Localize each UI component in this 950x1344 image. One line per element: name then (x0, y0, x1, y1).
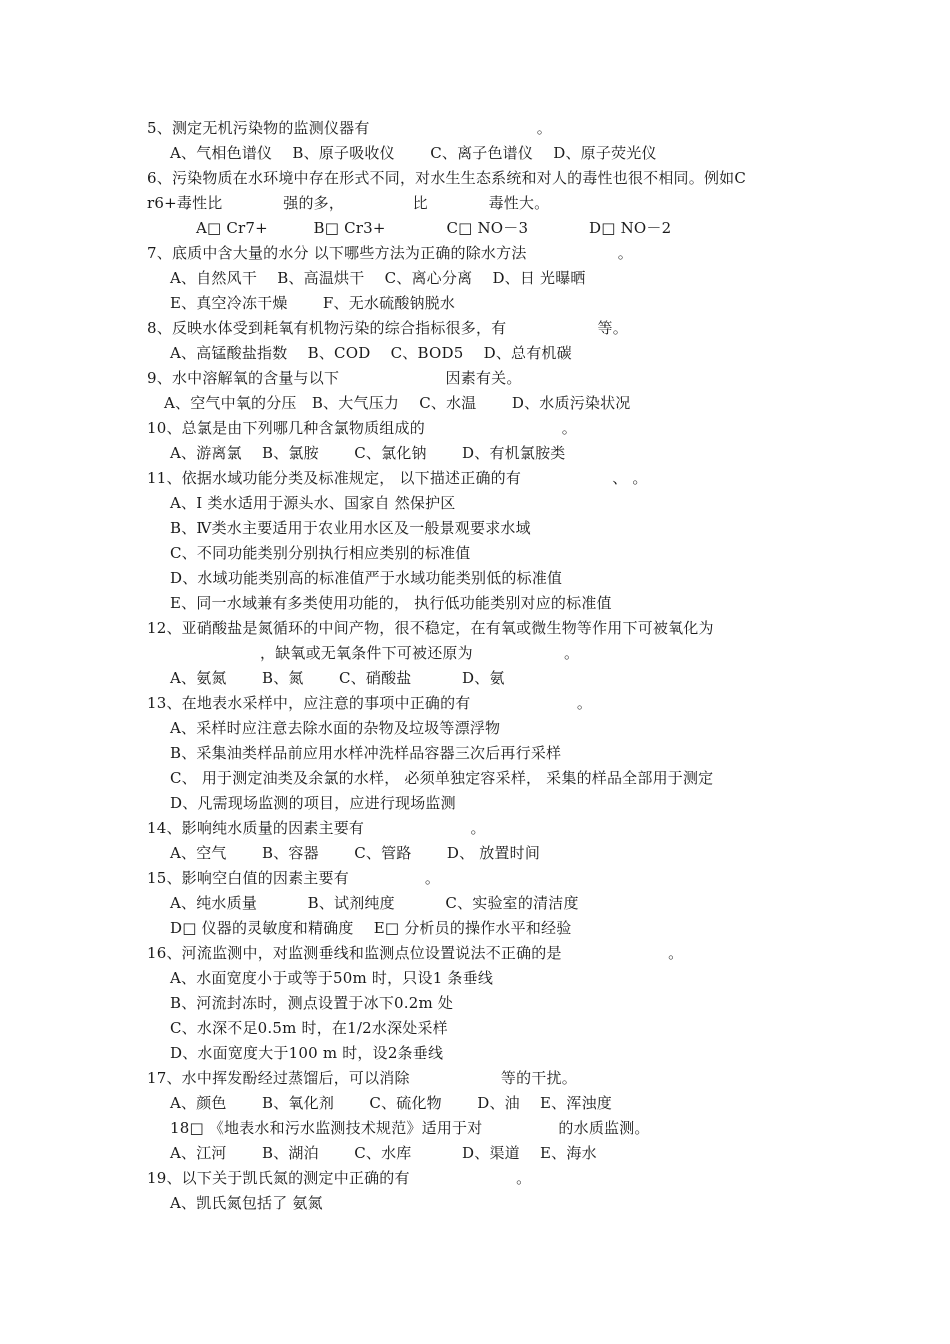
question-6-stem-cont: r6+毒性比 强的多， 比 毒性大。 (147, 194, 550, 212)
question-18-options: A、江河 B、湖泊 C、水库 D、渠道 E、海水 (170, 1144, 597, 1162)
question-16-option-d: D、水面宽度大于100 m 时，设2条垂线 (170, 1044, 444, 1062)
question-11-stem: 11、依据水域功能分类及标准规定， 以下描述正确的有 、 。 (147, 469, 648, 487)
question-19-option-a: A、凯氏氮包括了 氨氮 (170, 1194, 323, 1212)
question-8-stem: 8、反映水体受到耗氧有机物污染的综合指标很多，有 等。 (147, 319, 628, 337)
question-11-option-b: B、Ⅳ类水主要适用于农业用水区及一般景观要求水域 (170, 519, 531, 537)
question-7-options-1: A、自然风干 B、高温烘干 C、离心分离 D、日 光曝晒 (170, 269, 586, 287)
question-9-options: A、空气中氧的分压 B、大气压力 C、水温 D、水质污染状况 (164, 394, 631, 412)
question-19-stem: 19、以下关于凯氏氮的测定中正确的有 。 (147, 1169, 532, 1187)
question-15-stem: 15、影响空白值的因素主要有 。 (147, 869, 441, 887)
question-8-options: A、高锰酸盐指数 B、COD C、BOD5 D、总有机碳 (170, 344, 572, 362)
question-12-stem-cont: ，缺氧或无氧条件下可被还原为 。 (260, 644, 580, 662)
question-11-option-a: A、Ⅰ 类水适用于源头水、国家自 然保护区 (170, 494, 456, 512)
question-10-stem: 10、总氯是由下列哪几种含氯物质组成的 。 (147, 419, 577, 437)
question-13-option-b: B、采集油类样品前应用水样冲洗样品容器三次后再行采样 (170, 744, 562, 762)
question-5-options: A、气相色谱仪 B、原子吸收仪 C、离子色谱仪 D、原子荧光仪 (170, 144, 657, 162)
question-7-stem: 7、底质中含大量的水分 以下哪些方法为正确的除水方法 。 (147, 244, 633, 262)
question-17-options: A、颜色 B、氧化剂 C、硫化物 D、油 E、浑浊度 (170, 1094, 612, 1112)
question-14-stem: 14、影响纯水质量的因素主要有 。 (147, 819, 486, 837)
question-9-stem: 9、水中溶解氧的含量与以下 因素有关。 (147, 369, 522, 387)
question-17-stem: 17、水中挥发酚经过蒸馏后，可以消除 等的干扰。 (147, 1069, 577, 1087)
question-16-option-a: A、水面宽度小于或等于50m 时，只设1 条垂线 (170, 969, 494, 987)
question-13-option-c: C、 用于测定油类及余氯的水样， 必须单独定容采样， 采集的样品全部用于测定 (170, 769, 714, 787)
question-14-options: A、空气 B、容器 C、管路 D、 放置时间 (170, 844, 541, 862)
question-10-options: A、游离氯 B、氯胺 C、氯化钠 D、有机氯胺类 (170, 444, 566, 462)
question-16-option-b: B、河流封冻时，测点设置于冰下0.2m 处 (170, 994, 454, 1012)
question-7-options-2: E、真空冷冻干燥 F、无水硫酸钠脱水 (170, 294, 456, 312)
question-16-option-c: C、水深不足0.5m 时，在1/2水深处采样 (170, 1019, 448, 1037)
question-18-stem: 18□ 《地表水和污水监测技术规范》适用于对 的水质监测。 (170, 1119, 650, 1137)
question-11-option-d: D、水域功能类别高的标准值严于水域功能类别低的标准值 (170, 569, 563, 587)
question-16-stem: 16、河流监测中，对监测垂线和监测点位设置说法不正确的是 。 (147, 944, 684, 962)
question-12-stem: 12、亚硝酸盐是氮循环的中间产物，很不稳定，在有氧或微生物等作用下可被氧化为 (147, 619, 714, 637)
question-15-options-1: A、纯水质量 B、试剂纯度 C、实验室的清洁度 (170, 894, 579, 912)
question-13-option-d: D、凡需现场监测的项目，应进行现场监测 (170, 794, 456, 812)
question-13-stem: 13、在地表水采样中，应注意的事项中正确的有 。 (147, 694, 593, 712)
question-12-options: A、氨氮 B、氮 C、硝酸盐 D、氨 (170, 669, 505, 687)
question-6-stem: 6、污染物质在水环境中存在形式不同，对水生生态系统和对人的毒性也很不相同。例如C (147, 169, 747, 187)
question-15-options-2: D□ 仪器的灵敏度和精确度 E□ 分析员的操作水平和经验 (170, 919, 572, 937)
question-11-option-e: E、同一水域兼有多类使用功能的， 执行低功能类别对应的标准值 (170, 594, 612, 612)
question-6-options: A□ Cr7+ B□ Cr3+ C□ NO－3 D□ NO－2 (196, 219, 672, 237)
question-5-stem: 5、测定无机污染物的监测仪器有 。 (147, 119, 552, 137)
question-13-option-a: A、采样时应注意去除水面的杂物及垃圾等漂浮物 (170, 719, 501, 737)
question-11-option-c: C、不同功能类别分别执行相应类别的标准值 (170, 544, 471, 562)
